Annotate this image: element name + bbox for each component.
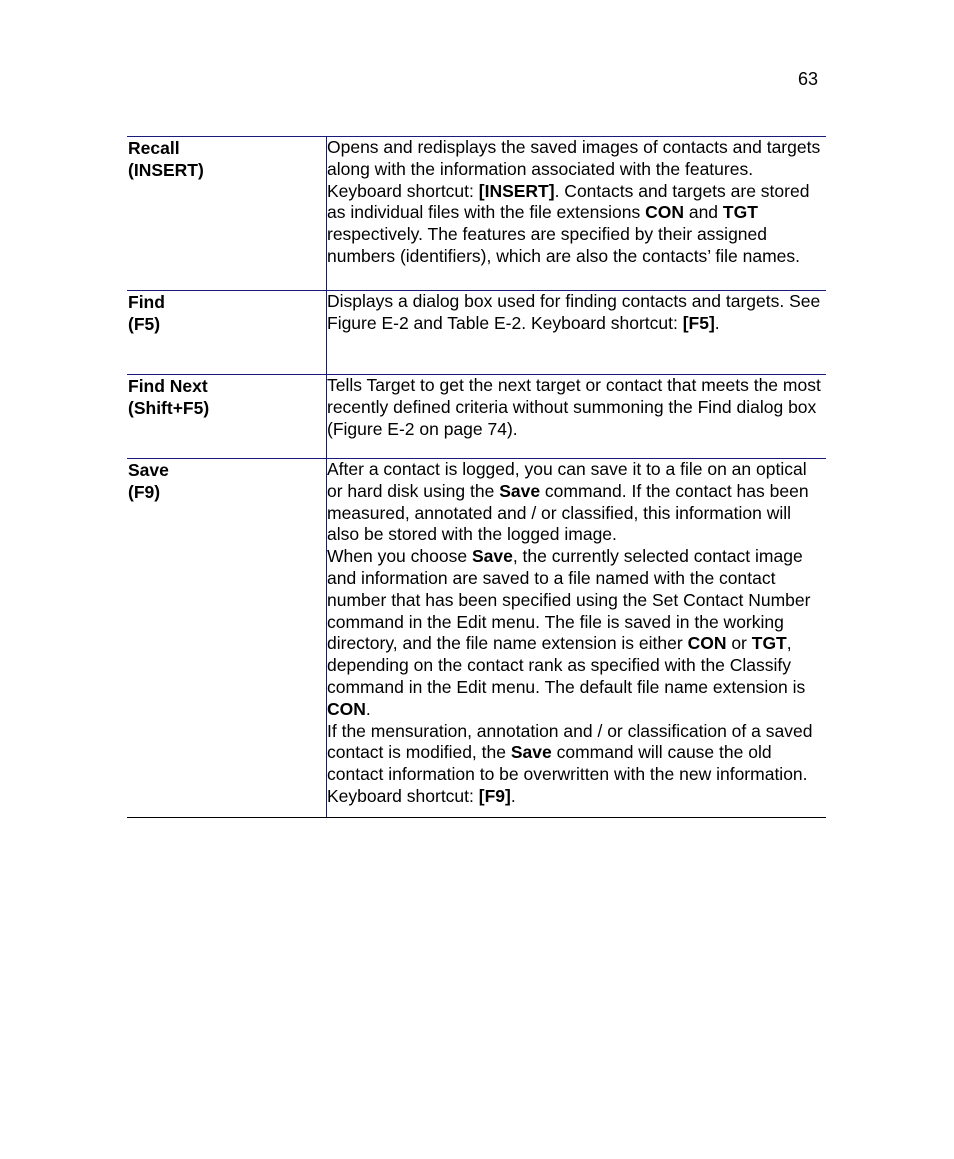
command-name: Find [128,292,165,312]
bold-term: TGT [722,202,758,223]
text-run: and [683,202,723,223]
text-run: command will cause the old contact information to be overwritten with the new information. Keyboard shortcut: [327,742,808,806]
command-shortcut: (INSERT) [128,160,204,180]
text-run: , the currently selected contact image and information are saved to a file named with the contact number that has been specified using the Set Contact Number command in the Edit menu. The file is saved in the working directory, and the file name extension is either [327,546,811,654]
command-description [326,291,826,374]
description-paragraph [327,375,826,440]
text-run: command. If the contact has been measured, annotated and / or classified, this information will also be stored with the logged image. [327,480,809,545]
command-name: Recall [128,138,180,158]
page-number: 63 [797,69,818,89]
text-run: Opens and redisplays the saved images of contacts and targets along with the information associated with the features. Keyboard shortcut: [327,137,821,201]
text-run: . [365,698,371,719]
description-paragraph [327,546,826,720]
bold-term: Save [499,480,541,501]
text-run: . [714,312,720,333]
text-run: When you choose [327,546,472,567]
description-paragraph [327,459,826,546]
table-row-save [127,458,826,818]
command-shortcut: (F5) [128,314,161,334]
description-paragraph [327,721,826,808]
command-shortcut: (Shift+F5) [128,398,210,418]
bold-term: Save [471,546,513,567]
command-description [326,459,826,817]
command-name-cell [127,459,326,817]
command-name-cell [127,137,326,290]
bold-term: [INSERT] [478,180,555,201]
command-table [127,136,826,818]
text-run: or [726,633,752,654]
table-row-find-next [127,374,826,458]
text-run: . Contacts and targets are stored as individual files with the file extensions [327,180,810,223]
text-run: respectively. The features are specified by their assigned numbers (identifiers), which are also the contacts’ file names. [327,224,801,266]
text-run: , depending on the contact rank as specified with the Classify command in the Edit menu. The default file name extension is [327,633,806,697]
text-run: Displays a dialog box used for finding contacts and targets. See Figure E-2 and Table E-2. Keyboard shortcut: [327,291,821,333]
bold-term: CON [687,633,727,654]
bold-term: CON [327,698,366,719]
command-description [326,375,826,458]
description-paragraph [327,291,826,335]
text-run: After a contact is logged, you can save it to a file on an optical or hard disk using the [327,459,807,501]
command-shortcut: (F9) [128,482,161,502]
bold-term: [F9] [478,785,511,806]
command-name: Save [128,460,169,480]
text-run: Tells Target to get the next target or contact that meets the most recently defined criteria without summoning the Find dialog box (Figure E-2 on page 74). [327,375,821,439]
command-name: Find Next [128,376,208,396]
command-description [326,137,826,290]
command-name-cell [127,375,326,458]
table-row-find [127,290,826,374]
table-row-recall [127,136,826,290]
bold-term: [F5] [682,312,715,333]
bold-term: Save [510,742,552,763]
bold-term: CON [645,202,684,223]
text-run: If the mensuration, annotation and / or classification of a saved contact is modified, the [327,720,813,763]
command-name-cell [127,291,326,374]
bold-term: TGT [751,633,787,654]
text-run: . [510,785,516,806]
description-paragraph [327,137,826,268]
